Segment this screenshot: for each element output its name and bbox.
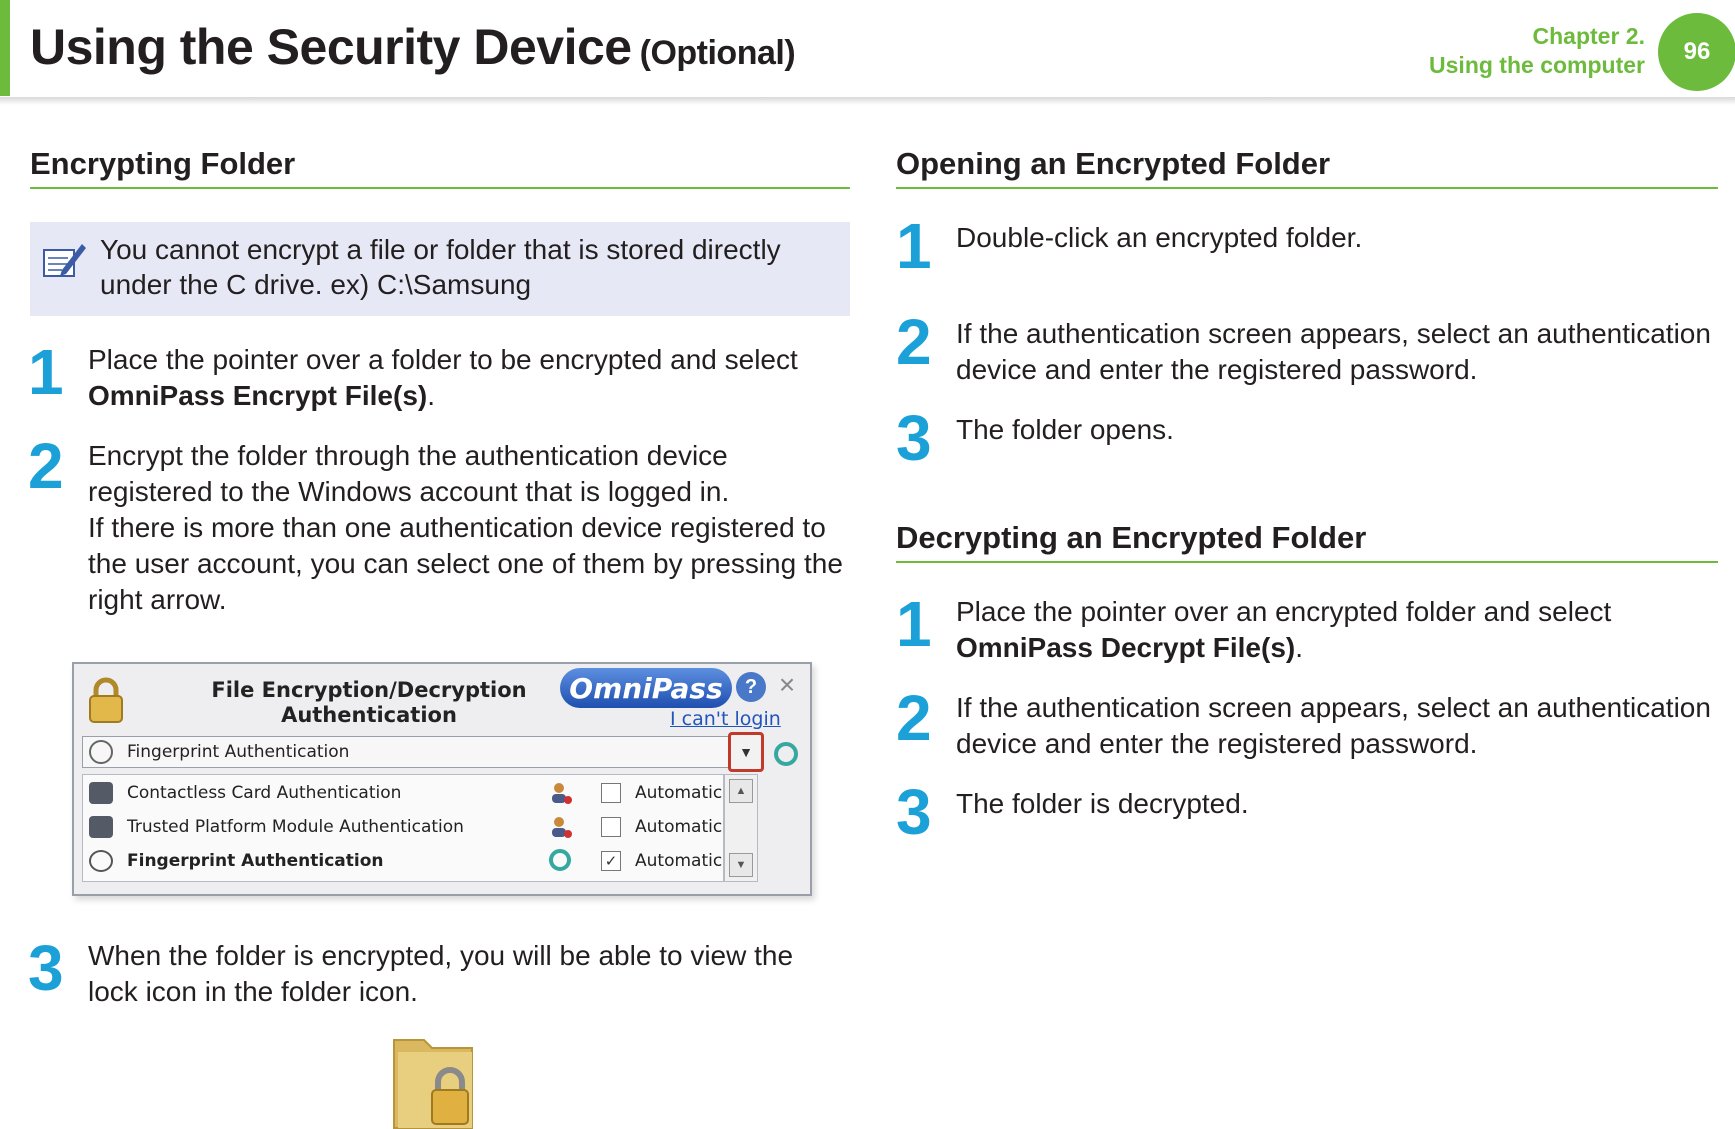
step-text: Encrypt the folder through the authentication device registered to the Windows account that is logged in. If there is more than one authentication device registered to the user account, you can select one of them by pressing the right arrow. (88, 440, 843, 615)
automatic-checkbox[interactable] (601, 817, 621, 837)
step-number: 3 (896, 402, 932, 474)
note-pencil-icon (40, 240, 88, 284)
step-number: 1 (896, 588, 932, 660)
step-number: 1 (896, 210, 932, 282)
card-icon (89, 782, 113, 804)
dialog-title: File Encryption/Decryption Authentication (211, 678, 527, 727)
list-item-label: Trusted Platform Module Authentication (127, 817, 464, 837)
user-icon (549, 781, 573, 805)
section-rule (30, 187, 850, 189)
page-title-suffix: (Optional) (639, 34, 796, 72)
step-number: 2 (28, 430, 64, 502)
section-heading-encrypting: Encrypting Folder (30, 146, 296, 181)
automatic-checkbox[interactable]: ✓ (601, 851, 621, 871)
section-rule (896, 561, 1718, 563)
section-heading-opening: Opening an Encrypted Folder (896, 146, 1331, 181)
step-text: The folder is decrypted. (956, 788, 1249, 819)
list-scrollbar[interactable] (724, 774, 758, 882)
page-title: Using the Security Device (Optional) (30, 19, 796, 75)
step-text: If the authentication screen appears, select an authentication device and enter the registered password. (956, 692, 1711, 759)
step-text: If the authentication screen appears, select an authentication device and enter the registered password. (956, 318, 1711, 385)
menu-command: OmniPass Decrypt File(s) (956, 632, 1296, 663)
chapter-number: Chapter 2. (1532, 23, 1645, 49)
omnipass-logo: OmniPass (560, 668, 732, 708)
list-item-label: Fingerprint Authentication (127, 851, 384, 871)
padlock-icon (86, 676, 126, 724)
status-ring-icon (774, 742, 798, 766)
automatic-label: Automatic (635, 783, 723, 803)
step-text: The folder opens. (956, 414, 1174, 445)
step-text: Place the pointer over a folder to be encrypted and select OmniPass Encrypt File(s). (88, 344, 798, 411)
chapter-label (1429, 22, 1645, 80)
menu-command: OmniPass Encrypt File(s) (88, 380, 428, 411)
note-text: You cannot encrypt a file or folder that is stored directly under the C drive. ex) C:\Samsung (100, 234, 781, 300)
fingerprint-icon (89, 850, 113, 872)
step-number: 3 (28, 932, 64, 1004)
scroll-down-icon[interactable]: ▼ (729, 853, 753, 877)
scroll-up-icon[interactable]: ▲ (729, 779, 753, 803)
section-heading-decrypting: Decrypting an Encrypted Folder (896, 520, 1367, 555)
fingerprint-icon (89, 740, 113, 764)
automatic-checkbox[interactable] (601, 783, 621, 803)
auth-method-list (82, 774, 724, 882)
header-accent-bar (0, 0, 10, 96)
user-icon (549, 815, 573, 839)
step-text: When the folder is encrypted, you will be able to view the lock icon in the folder icon. (88, 940, 794, 1007)
list-item[interactable] (83, 811, 725, 845)
auth-method-select[interactable] (82, 736, 758, 768)
auth-method-value: Fingerprint Authentication (127, 742, 350, 762)
close-icon[interactable]: × (778, 669, 796, 700)
list-item[interactable] (83, 845, 725, 879)
list-item[interactable] (83, 777, 725, 811)
step-text: Place the pointer over an encrypted folder and select OmniPass Decrypt File(s). (956, 596, 1612, 663)
list-item-label: Contactless Card Authentication (127, 783, 402, 803)
status-ring-icon (549, 849, 571, 871)
page-number-badge: 96 (1658, 13, 1735, 91)
automatic-label: Automatic (635, 817, 723, 837)
dropdown-arrow-button[interactable]: ▼ (728, 732, 764, 772)
section-rule (896, 187, 1718, 189)
tpm-chip-icon (89, 816, 113, 838)
step-number: 2 (896, 306, 932, 378)
step-number: 1 (28, 336, 64, 408)
step-number: 2 (896, 682, 932, 754)
step-text: Double-click an encrypted folder. (956, 222, 1363, 253)
header-divider (0, 97, 1735, 105)
omnipass-auth-dialog (72, 662, 812, 896)
locked-folder-icon (390, 1032, 490, 1129)
chapter-title: Using the computer (1429, 52, 1645, 78)
cant-login-link[interactable]: I can't login (670, 708, 781, 730)
help-icon[interactable]: ? (736, 672, 766, 702)
automatic-label: Automatic (635, 851, 723, 871)
step-number: 3 (896, 776, 932, 848)
